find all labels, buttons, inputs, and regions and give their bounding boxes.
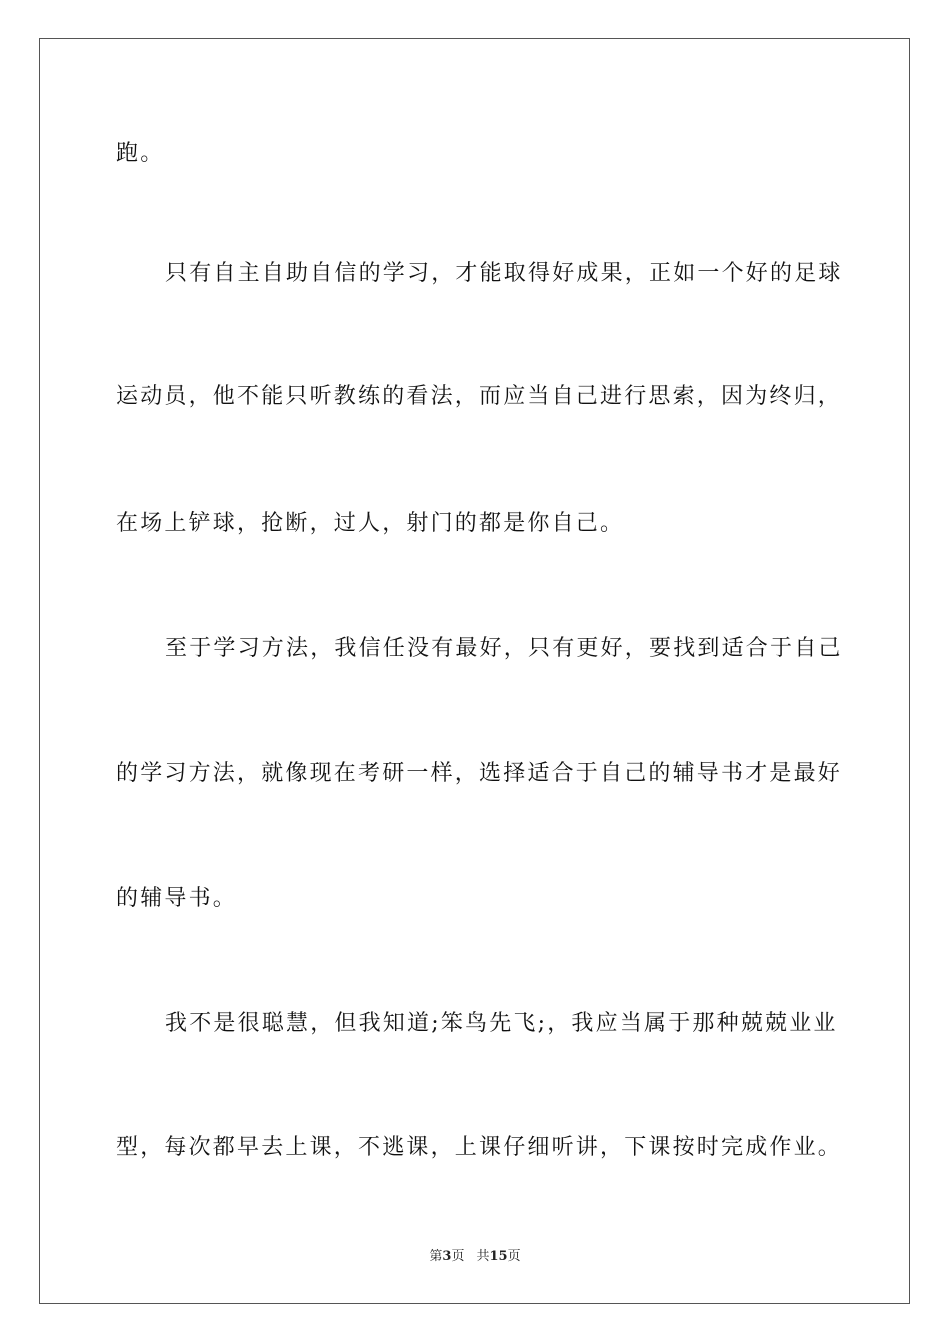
text-line: 运动员，他不能只听教练的看法，而应当自己进行思索，因为终归， — [116, 384, 843, 409]
paragraph-first-line: 至于学习方法，我信任没有最好，只有更好，要找到适合于自己 — [165, 636, 843, 661]
page-prefix: 第 — [429, 1249, 443, 1264]
text-line: 在场上铲球，抢断，过人，射门的都是你自己。 — [116, 511, 625, 536]
total-prefix: 共 — [476, 1249, 490, 1264]
text-line: 的学习方法，就像现在考研一样，选择适合于自己的辅导书才是最好 — [116, 761, 843, 786]
page-suffix: 页 — [451, 1249, 465, 1264]
page-number: 3 — [442, 1249, 452, 1264]
total-pages: 15 — [489, 1249, 508, 1264]
text-line: 型，每次都早去上课，不逃课，上课仔细听讲，下课按时完成作业。 — [116, 1135, 843, 1160]
page-footer — [0, 1248, 950, 1266]
page-border — [39, 38, 910, 1304]
text-line: 跑。 — [116, 141, 165, 166]
paragraph-first-line: 我不是很聪慧，但我知道;笨鸟先飞;，我应当属于那种兢兢业业 — [165, 1011, 838, 1036]
text-line: 的辅导书。 — [116, 886, 238, 911]
total-suffix: 页 — [507, 1249, 521, 1264]
paragraph-first-line: 只有自主自助自信的学习，才能取得好成果，正如一个好的足球 — [165, 261, 843, 286]
